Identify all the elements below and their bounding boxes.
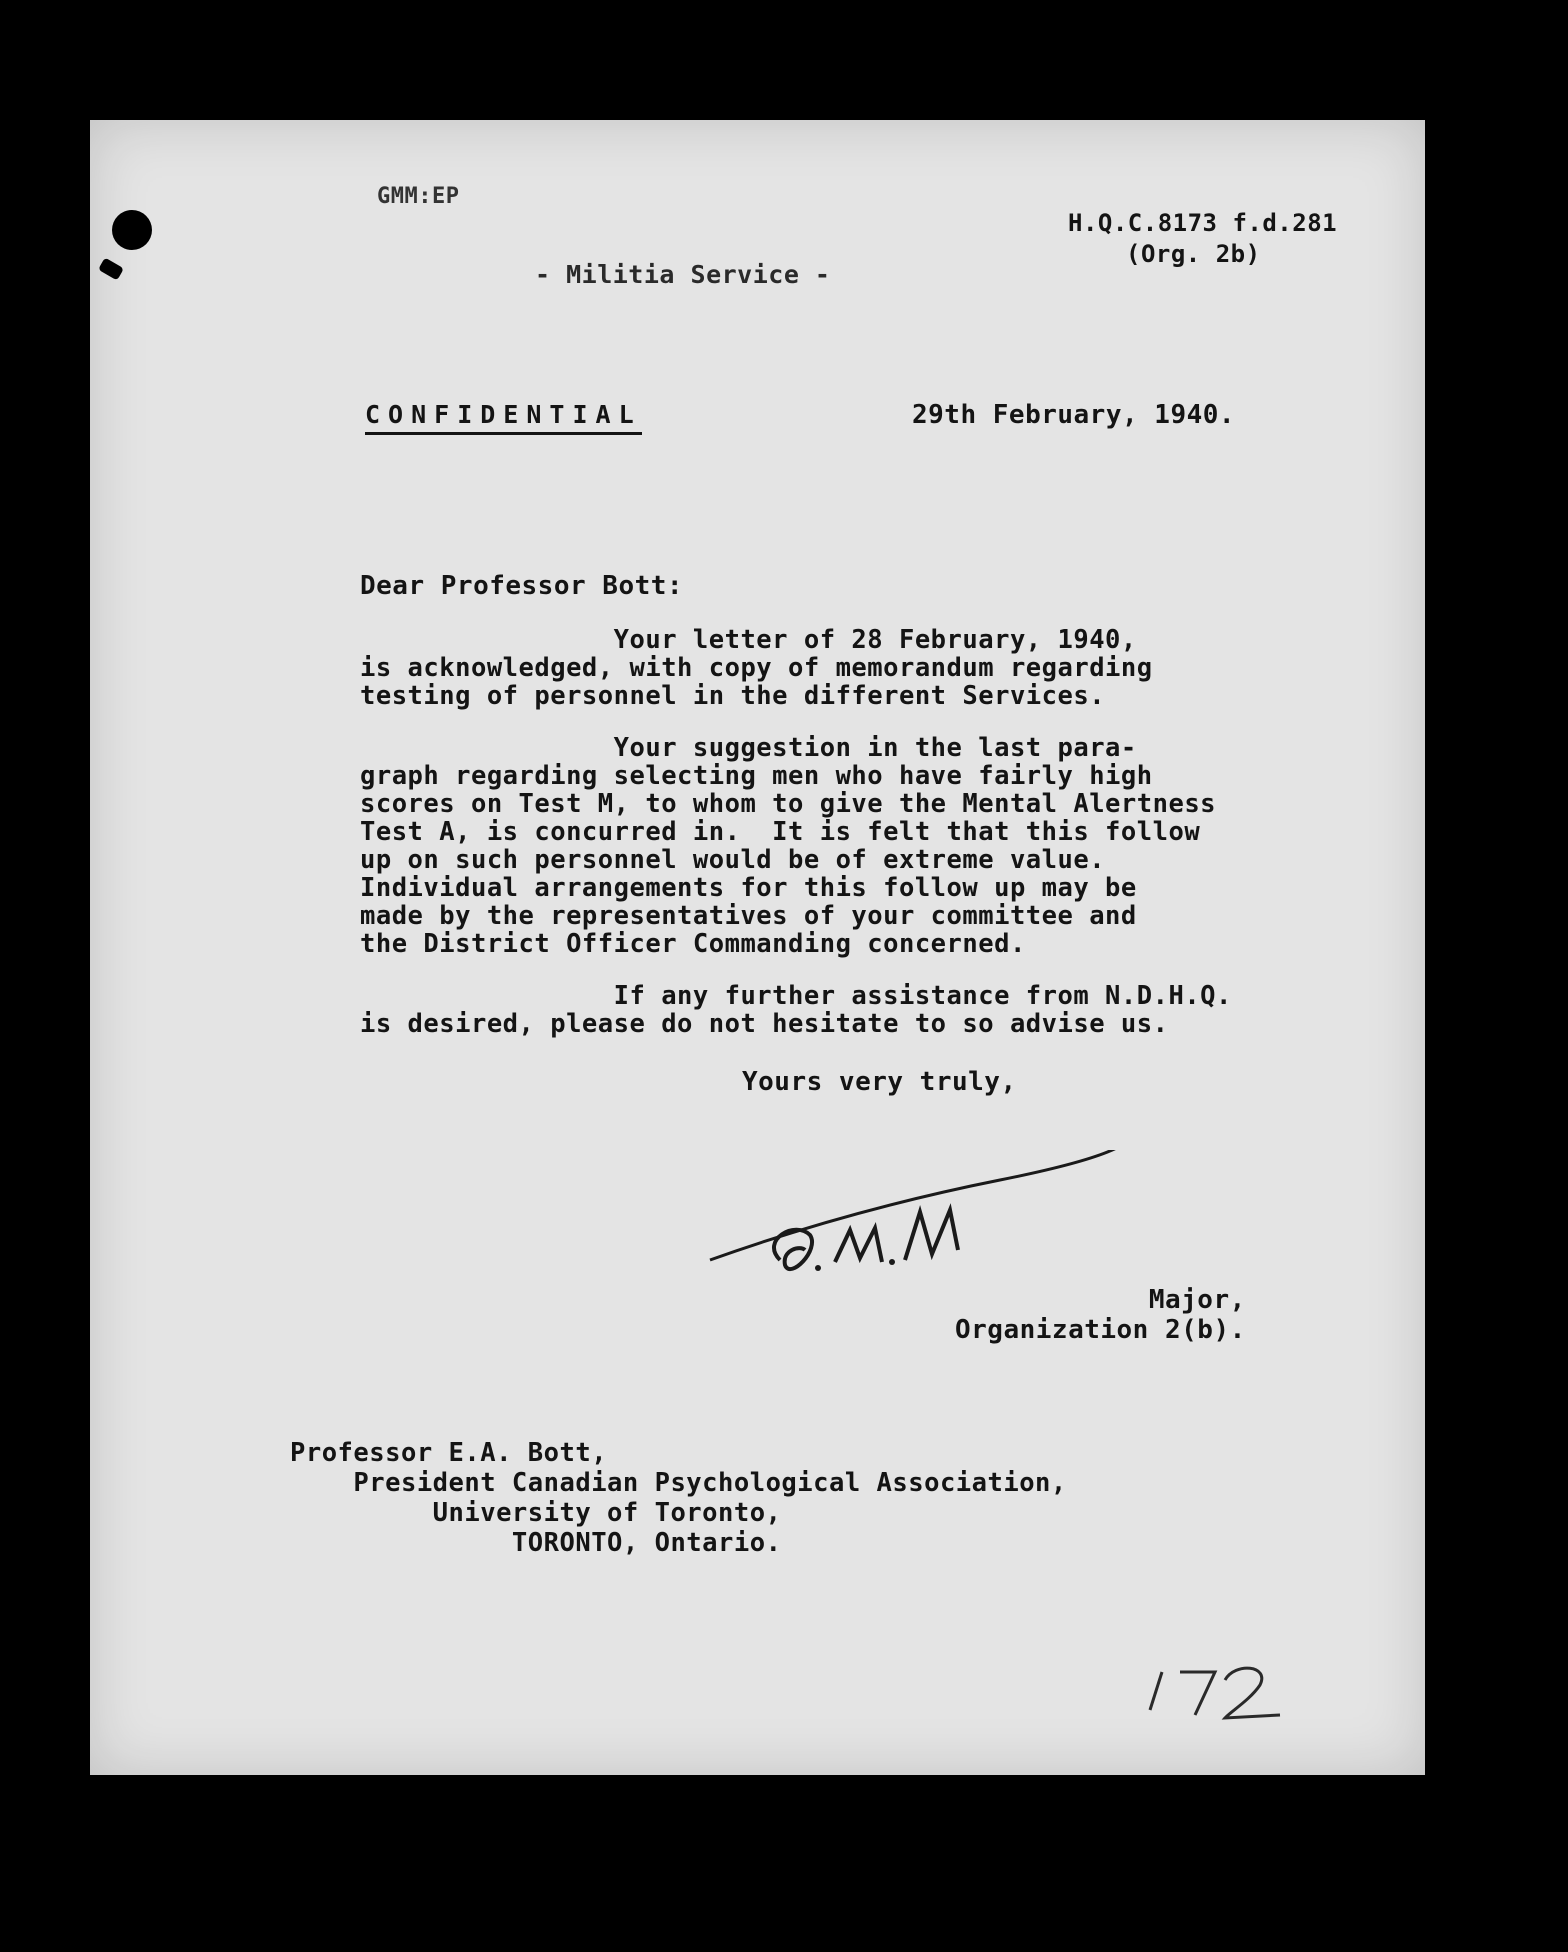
body-paragraph-1: Your letter of 28 February, 1940, is acknowledged, with copy of memorandum regarding testing of personnel in the different Services. (360, 625, 1153, 711)
handwritten-folio-number (1120, 1650, 1300, 1730)
letter-page (90, 120, 1425, 1775)
body-paragraph-2: Your suggestion in the last para- graph regarding selecting men who have fairly high scores on Test M, to whom to give the Mental Alertness Test A, is concurred in. It is felt that this follow up on such personnel would be of extreme value. Individual arrangements for this follow up may be made by the representatives of your committee and the District Officer Commanding concerned. (360, 733, 1217, 959)
salutation: Dear Professor Bott: (360, 571, 684, 601)
service-heading: - Militia Service - (535, 260, 831, 289)
letter-date: 29th February, 1940. (912, 400, 1236, 430)
file-reference-line1: H.Q.C.8173 f.d.281 (1068, 209, 1338, 237)
classification-marking: CONFIDENTIAL (365, 400, 642, 435)
file-reference-line2: (Org. 2b) (1126, 240, 1261, 268)
complimentary-closing: Yours very truly, (742, 1067, 1017, 1097)
signer-title: Major, Organization 2(b). (955, 1285, 1246, 1345)
body-paragraph-3: If any further assistance from N.D.H.Q. is desired, please do not hesitate to so advise us. (360, 981, 1232, 1039)
punch-hole (112, 210, 152, 250)
file-reference (1068, 208, 1337, 270)
reference-initials: GMM:EP (377, 184, 460, 209)
addressee-block: Professor E.A. Bott, President Canadian Psychological Association, University of Toronto, TORONTO, Ontario. (290, 1438, 1067, 1558)
